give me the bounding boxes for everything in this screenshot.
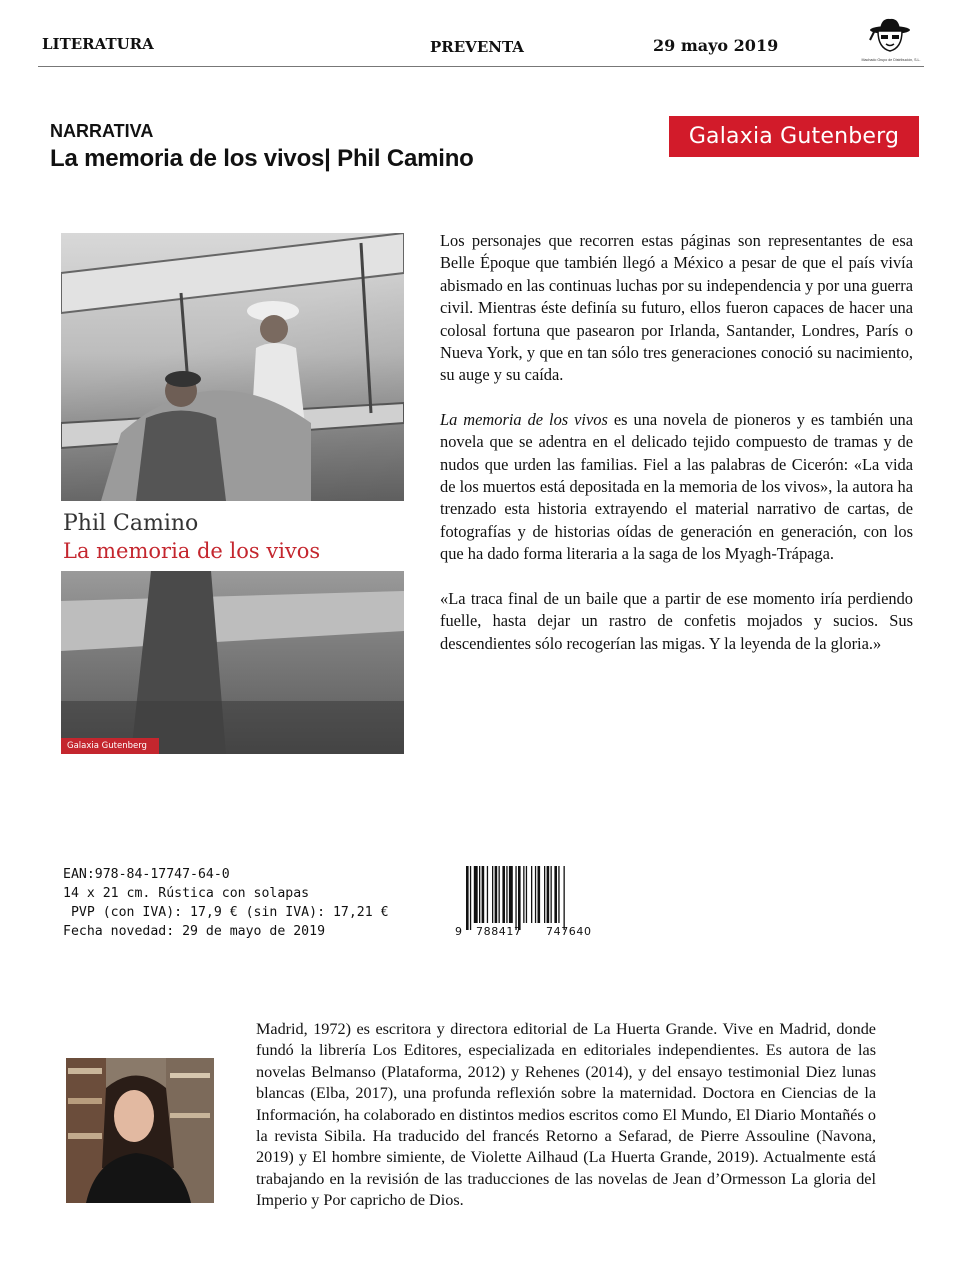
barcode-bar <box>492 866 493 923</box>
barcode-bar <box>487 866 488 923</box>
genre-label: NARRATIVA <box>50 121 154 141</box>
author-portrait-icon <box>66 1058 214 1203</box>
barcode-bar <box>538 866 541 923</box>
barcode-bar <box>547 866 550 923</box>
barcode-icon <box>452 866 608 938</box>
cover-photo-top <box>61 233 404 501</box>
book-details <box>63 865 389 941</box>
barcode-bar <box>466 866 469 930</box>
barcode-bar <box>551 866 552 923</box>
description-paragraph-2-text: es una novela de pioneros y es también una novela que se adentra en el delicado tejido compuesto de tramas y de nudos que urden las familias. Fiel a las palabras de Cicerón: «La vida de los muertos está depositada en la memoria de los vivos», la autora ha trenzado esta historia extrayendo el material narrativo de cartas, de fotografías y de historias oídas de generación en generación, con los que ha dado forma literaria a la saga de los Myagh-Trápaga. <box>440 409 913 564</box>
description-title-italic: La memoria de los vivos <box>440 409 608 429</box>
release-date: 29 mayo 2019 <box>653 36 779 55</box>
barcode-bar <box>535 866 536 923</box>
barcode-bar <box>564 866 565 930</box>
biplane-photo-icon <box>61 233 404 501</box>
book-description <box>440 230 913 677</box>
book-title: La memoria de los vivos| Phil Camino <box>50 145 474 172</box>
barcode-bar <box>474 866 478 923</box>
ean-code: EAN:978-84-17747-64-0 <box>63 867 230 882</box>
author-photo <box>66 1058 214 1203</box>
distributor-caption: Machado Grupo de Distribución, S.L. <box>861 58 921 62</box>
barcode-bar <box>499 866 500 923</box>
barcode-bar <box>554 866 557 923</box>
barcode-bar <box>509 866 513 923</box>
author-bio: Madrid, 1972) es escritora y directora editorial de La Huerta Grande. Vive en Madrid, donde fundó la librería Los Editores, especializada en editoriales independientes. Es autora de las novelas Belmanso (Plataforma, 2012) y Rehenes (2014), y del ensayo testimonial Diez lunas blancas (Elba, 2017), una profunda reflexión sobre la maternidad. Doctora en Ciencias de la Información, ha colaborado en distintos medios escritos como El Mundo, El Diario Montañés o la revista Sibila. Ha traducido del francés Retorno a Sefarad, de Pierre Assouline (Navona, 2019) y El hombre simiente, de Violette Ailhaud (La Huerta Grande, 2019). Actualmente está trabajando en la revisión de las traducciones de las novelas de Jean d’Ormesson La gloria del Imperio y Por capricho de Dios. <box>256 1020 876 1210</box>
barcode-bar <box>526 866 527 923</box>
barcode-bar <box>479 866 480 923</box>
book-format: 14 x 21 cm. Rústica con solapas <box>63 886 310 901</box>
barcode-bar <box>495 866 498 923</box>
sale-type-label: PREVENTA <box>430 38 524 56</box>
hat-face-icon <box>856 16 926 58</box>
barcode-first-digit: 9 <box>455 925 462 938</box>
barcode-bar <box>502 866 505 923</box>
description-paragraph-2 <box>440 409 913 566</box>
release-info: Fecha novedad: 29 de mayo de 2019 <box>63 924 326 939</box>
cover-publisher-badge: Galaxia Gutenberg <box>61 738 159 754</box>
barcode-bar <box>506 866 507 923</box>
barcode-bar <box>470 866 471 930</box>
barcode-bar <box>515 866 516 930</box>
barcode-bar <box>523 866 524 923</box>
book-price: PVP (con IVA): 17,9 € (sin IVA): 17,21 € <box>63 905 389 920</box>
barcode-bar <box>518 866 521 930</box>
description-paragraph-1: Los personajes que recorren estas páginas son representantes de esa Belle Époque que también llegó a México a pesar de que el país vivía abismado en las continuas luchas por su independencia y por una guerra civil. Mientras éste definía su futuro, ellos fueron capaces de hacer una colosal fortuna que pasearon por Irlanda, Santander, Londres, París o Nueva York, y que en tan sólo tres generaciones conoció su nacimiento, su auge y su caída. <box>440 231 913 385</box>
book-cover <box>61 233 404 754</box>
barcode <box>452 866 608 938</box>
cover-photo-bottom <box>61 571 404 754</box>
cover-author: Phil Camino <box>63 511 199 536</box>
barcode-group-2: 747640 <box>546 925 592 938</box>
section-label: LITERATURA <box>42 35 154 53</box>
field-photo-icon <box>61 571 404 754</box>
barcode-bar <box>531 866 532 923</box>
barcode-bar <box>544 866 545 923</box>
distributor-logo <box>856 16 926 64</box>
header-divider <box>38 66 924 67</box>
description-paragraph-3: «La traca final de un baile que a partir de ese momento iría perdiendo fuelle, hasta dejar un rastro de confetis mojados y sucios. Sus descendientes sólo recogerían las migas. Y la leyenda de la gloria.» <box>440 588 913 653</box>
barcode-bar <box>558 866 559 923</box>
barcode-group-1: 788417 <box>476 925 522 938</box>
barcode-bar <box>482 866 485 923</box>
publisher-logo: Galaxia Gutenberg <box>669 116 919 157</box>
cover-title: La memoria de los vivos <box>63 539 321 563</box>
